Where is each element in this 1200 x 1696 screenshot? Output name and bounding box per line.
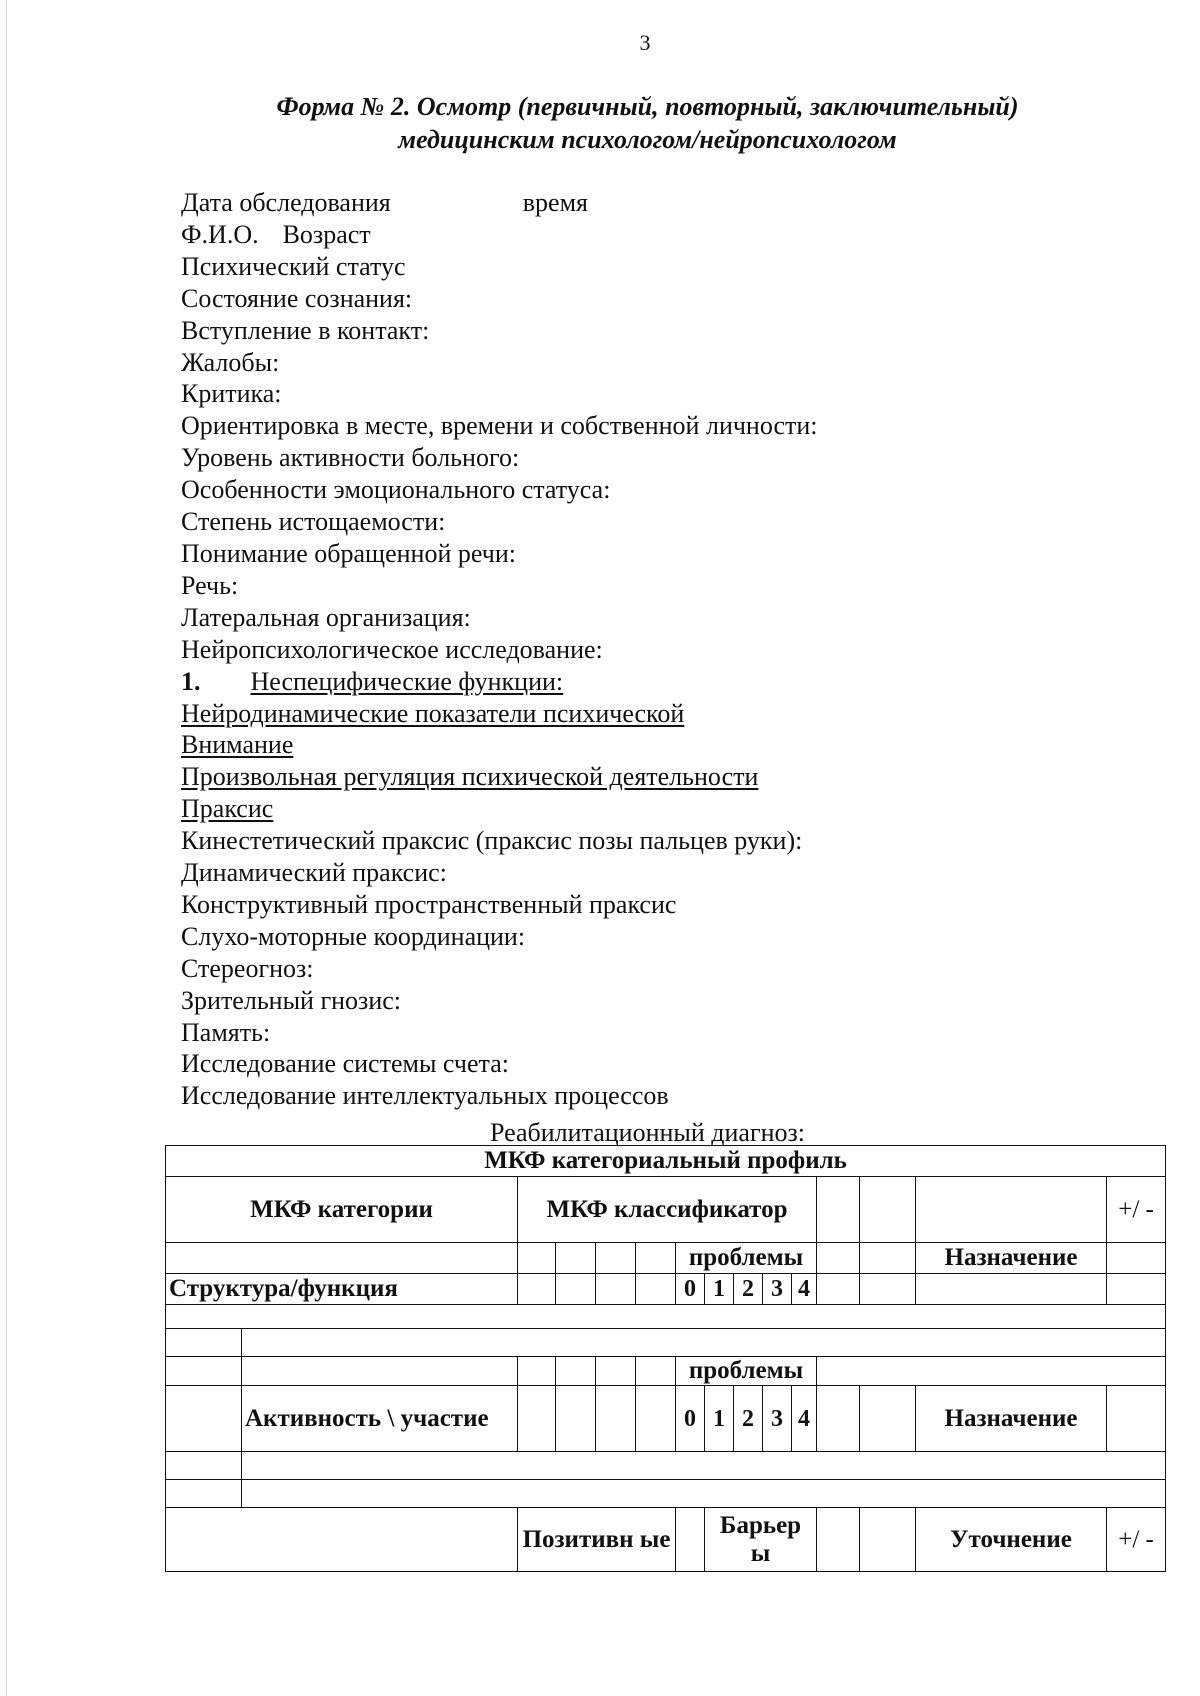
- plus-minus-2: +/ -: [1107, 1508, 1166, 1572]
- field-voluntary: Произвольная регуляция психической деятельности: [181, 762, 759, 792]
- exam-fields: [181, 187, 818, 1112]
- field-attention: Внимание: [181, 730, 294, 760]
- scale-3-activity: 3: [763, 1386, 792, 1452]
- blank-row: [166, 1305, 1166, 1329]
- field-praxis: Праксис: [181, 794, 274, 824]
- assignment-label-2: Назначение: [916, 1386, 1107, 1452]
- assignment-label: Назначение: [916, 1243, 1107, 1274]
- blank-row: [166, 1480, 1166, 1508]
- field-time: время: [522, 188, 588, 217]
- icf-categories-row: [166, 1177, 1166, 1243]
- field-exhaustion: Степень истощаемости:: [181, 507, 446, 537]
- scale-0-activity: 0: [676, 1386, 705, 1452]
- field-fio: Ф.И.О. Возраст: [181, 219, 371, 249]
- icf-qualifier: МКФ классификатор: [518, 1177, 817, 1243]
- form-title: [0, 90, 1200, 156]
- field-visual-gnosis: Зрительный гнозис:: [181, 985, 401, 1015]
- field-age: Возраст: [282, 219, 371, 249]
- blank-row: [166, 1452, 1166, 1480]
- field-neurodynamic: Нейродинамические показатели психической: [181, 698, 685, 728]
- field-constructive: Конструктивный пространственный праксис: [181, 889, 677, 919]
- field-counting: Исследование системы счета:: [181, 1049, 509, 1079]
- scale-2: 2: [734, 1274, 763, 1305]
- icf-categories: МКФ категории: [166, 1177, 518, 1243]
- field-orientation: Ориентировка в месте, времени и собственной личности:: [181, 411, 818, 441]
- field-dynamic: Динамический праксис:: [181, 858, 447, 888]
- activity-row: [166, 1386, 1166, 1452]
- field-activity-level: Уровень активности больного:: [181, 443, 520, 473]
- field-kinesthetic: Кинестетический праксис (праксис позы пальцев руки):: [181, 826, 803, 856]
- scale-1-activity: 1: [705, 1386, 734, 1452]
- rehab-diagnosis: Реабилитационный диагноз:: [489, 1118, 806, 1147]
- page-number: 3: [639, 30, 651, 55]
- section-nonspecific: 1. Неспецифические функции:: [181, 666, 564, 696]
- icf-header: МКФ категориальный профиль: [166, 1146, 1166, 1177]
- icf-header-row: [166, 1146, 1166, 1177]
- problems-label-2: проблемы: [676, 1357, 817, 1386]
- field-intellectual: Исследование интеллектуальных процессов: [181, 1081, 669, 1111]
- environment-row: [166, 1508, 1166, 1572]
- icf-profile-table: [165, 1145, 1166, 1572]
- field-mental-status: Психический статус: [181, 251, 406, 281]
- scale-4: 4: [792, 1274, 817, 1305]
- form-title-line2: медицинским психологом/нейропсихологом: [398, 125, 897, 154]
- problems-label: проблемы: [676, 1243, 817, 1274]
- scan-edge: [6, 0, 7, 1696]
- form-title-line1: Форма № 2. Осмотр (первичный, повторный, заключительный): [276, 92, 1019, 121]
- field-consciousness: Состояние сознания:: [181, 283, 413, 313]
- field-neuro-research: Нейропсихологическое исследование:: [181, 634, 603, 664]
- scale-1: 1: [705, 1274, 734, 1305]
- plus-minus: +/ -: [1107, 1177, 1166, 1243]
- activity-label: Активность \ участие: [242, 1386, 518, 1452]
- field-auditory-motor: Слухо-моторные координации:: [181, 921, 526, 951]
- field-criticism: Критика:: [181, 379, 282, 409]
- field-complaints: Жалобы:: [181, 347, 280, 377]
- clarification-label: Уточнение: [916, 1508, 1107, 1572]
- structure-row: [166, 1274, 1166, 1305]
- problems-row: [166, 1243, 1166, 1274]
- scale-2-activity: 2: [734, 1386, 763, 1452]
- barriers-label: Барьер ы: [705, 1508, 817, 1572]
- field-stereognosis: Стереогноз:: [181, 953, 314, 983]
- problems-row-2: [166, 1357, 1166, 1386]
- scale-4-activity: 4: [792, 1386, 817, 1452]
- field-contact: Вступление в контакт:: [181, 315, 430, 345]
- positive-label: Позитивн ые: [518, 1508, 676, 1572]
- scale-0: 0: [676, 1274, 705, 1305]
- structure-function-label: Структура/функция: [166, 1274, 518, 1305]
- field-lateral: Латеральная организация:: [181, 602, 471, 632]
- field-emotional: Особенности эмоционального статуса:: [181, 475, 611, 505]
- field-speech-understanding: Понимание обращенной речи:: [181, 538, 516, 568]
- field-speech: Речь:: [181, 570, 239, 600]
- scale-3: 3: [763, 1274, 792, 1305]
- field-memory: Память:: [181, 1017, 271, 1047]
- field-exam-date: Дата обследования время: [181, 188, 588, 217]
- blank-row: [166, 1329, 1166, 1357]
